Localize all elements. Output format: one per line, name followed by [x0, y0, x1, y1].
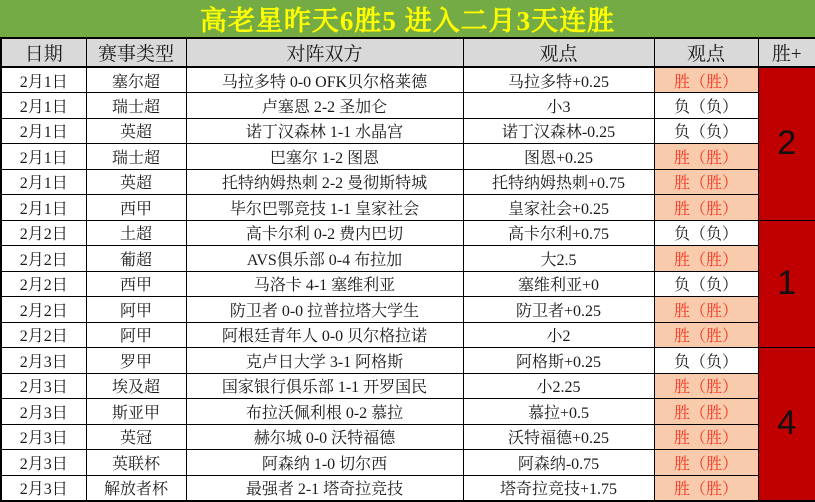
pick-cell: 托特纳姆热刺+0.75 [463, 169, 654, 195]
date-cell: 2月2日 [1, 271, 86, 297]
match-cell: 克卢日大学 3-1 阿格斯 [186, 348, 463, 374]
match-cell: 毕尔巴鄂竞技 1-1 皇家社会 [186, 195, 463, 221]
table-row [1, 246, 815, 272]
result-cell: 胜（胜） [654, 67, 758, 93]
pick-cell: 马拉多特+0.25 [463, 67, 654, 93]
league-cell: 英冠 [86, 424, 186, 450]
result-cell: 胜（胜） [654, 475, 758, 501]
match-cell: 最强者 2-1 塔奇拉竞技 [186, 475, 463, 501]
table-row [1, 67, 815, 93]
league-cell: 英超 [86, 169, 186, 195]
match-cell: 托特纳姆热刺 2-2 曼彻斯特城 [186, 169, 463, 195]
pick-cell: 小2.25 [463, 373, 654, 399]
date-cell: 2月1日 [1, 195, 86, 221]
table-row [1, 195, 815, 221]
date-cell: 2月3日 [1, 424, 86, 450]
date-cell: 2月3日 [1, 475, 86, 501]
league-cell: 罗甲 [86, 348, 186, 374]
league-cell: 解放者杯 [86, 475, 186, 501]
match-cell: 马拉多特 0-0 OFK贝尔格莱德 [186, 67, 463, 93]
pick-cell: 诺丁汉森林-0.25 [463, 118, 654, 144]
result-cell: 负（负） [654, 348, 758, 374]
match-cell: 布拉沃佩利根 0-2 慕拉 [186, 399, 463, 425]
table-row [1, 220, 815, 246]
match-cell: 诺丁汉森林 1-1 水晶宫 [186, 118, 463, 144]
table-row [1, 373, 815, 399]
pick-cell: 防卫者+0.25 [463, 297, 654, 323]
date-cell: 2月1日 [1, 144, 86, 170]
header-row [1, 38, 815, 67]
match-cell: AVS俱乐部 0-4 布拉加 [186, 246, 463, 272]
result-cell: 负（负） [654, 220, 758, 246]
match-cell: 防卫者 0-0 拉普拉塔大学生 [186, 297, 463, 323]
match-cell: 卢塞恩 2-2 圣加仑 [186, 93, 463, 119]
pick-cell: 阿格斯+0.25 [463, 348, 654, 374]
league-cell: 埃及超 [86, 373, 186, 399]
match-cell: 高卡尔利 0-2 费内巴切 [186, 220, 463, 246]
date-cell: 2月1日 [1, 93, 86, 119]
date-cell: 2月1日 [1, 169, 86, 195]
pick-cell: 小2 [463, 322, 654, 348]
result-cell: 胜（胜） [654, 169, 758, 195]
pick-cell: 塔奇拉竞技+1.75 [463, 475, 654, 501]
date-cell: 2月1日 [1, 118, 86, 144]
pick-cell: 高卡尔利+0.75 [463, 220, 654, 246]
league-cell: 英超 [86, 118, 186, 144]
table-row [1, 399, 815, 425]
result-cell: 胜（胜） [654, 424, 758, 450]
result-cell: 胜（胜） [654, 144, 758, 170]
league-cell: 葡超 [86, 246, 186, 272]
date-cell: 2月2日 [1, 297, 86, 323]
match-cell: 赫尔城 0-0 沃特福德 [186, 424, 463, 450]
header-win-plus: 胜+ [758, 38, 815, 67]
table-row [1, 450, 815, 476]
match-table-body [1, 67, 815, 501]
table-row [1, 271, 815, 297]
date-cell: 2月3日 [1, 373, 86, 399]
header-result: 观点 [654, 38, 758, 67]
match-cell: 巴塞尔 1-2 图恩 [186, 144, 463, 170]
header-pick: 观点 [463, 38, 654, 67]
pick-cell: 皇家社会+0.25 [463, 195, 654, 221]
date-cell: 2月2日 [1, 246, 86, 272]
table-row [1, 348, 815, 374]
header-date: 日期 [1, 38, 86, 67]
win-plus-cell: 1 [758, 220, 815, 348]
result-cell: 胜（胜） [654, 373, 758, 399]
table-row [1, 169, 815, 195]
result-cell: 胜（胜） [654, 450, 758, 476]
match-cell: 阿森纳 1-0 切尔西 [186, 450, 463, 476]
result-cell: 胜（胜） [654, 195, 758, 221]
win-plus-cell: 2 [758, 67, 815, 220]
result-cell: 负（负） [654, 118, 758, 144]
date-cell: 2月3日 [1, 348, 86, 374]
header-league: 赛事类型 [86, 38, 186, 67]
result-cell: 负（负） [654, 271, 758, 297]
table-row [1, 322, 815, 348]
table-row [1, 118, 815, 144]
table-row [1, 144, 815, 170]
result-cell: 胜（胜） [654, 246, 758, 272]
banner-title: 高老星昨天6胜5 进入二月3天连胜 [199, 6, 616, 36]
pick-cell: 沃特福德+0.25 [463, 424, 654, 450]
match-cell: 马洛卡 4-1 塞维利亚 [186, 271, 463, 297]
result-cell: 负（负） [654, 93, 758, 119]
league-cell: 瑞士超 [86, 93, 186, 119]
match-cell: 国家银行俱乐部 1-1 开罗国民 [186, 373, 463, 399]
table-row [1, 475, 815, 501]
date-cell: 2月1日 [1, 67, 86, 93]
table-row [1, 424, 815, 450]
date-cell: 2月2日 [1, 322, 86, 348]
match-table [0, 37, 815, 502]
header-match: 对阵双方 [186, 38, 463, 67]
pick-cell: 图恩+0.25 [463, 144, 654, 170]
league-cell: 阿甲 [86, 322, 186, 348]
table-row [1, 297, 815, 323]
result-cell: 胜（胜） [654, 297, 758, 323]
league-cell: 西甲 [86, 271, 186, 297]
pick-cell: 慕拉+0.5 [463, 399, 654, 425]
league-cell: 阿甲 [86, 297, 186, 323]
date-cell: 2月2日 [1, 220, 86, 246]
pick-cell: 塞维利亚+0 [463, 271, 654, 297]
league-cell: 瑞士超 [86, 144, 186, 170]
date-cell: 2月3日 [1, 399, 86, 425]
league-cell: 英联杯 [86, 450, 186, 476]
result-cell: 胜（胜） [654, 399, 758, 425]
league-cell: 斯亚甲 [86, 399, 186, 425]
league-cell: 土超 [86, 220, 186, 246]
result-cell: 胜（胜） [654, 322, 758, 348]
win-plus-cell: 4 [758, 348, 815, 501]
banner [0, 0, 815, 37]
match-cell: 阿根廷青年人 0-0 贝尔格拉诺 [186, 322, 463, 348]
pick-cell: 大2.5 [463, 246, 654, 272]
date-cell: 2月3日 [1, 450, 86, 476]
table-row [1, 93, 815, 119]
league-cell: 西甲 [86, 195, 186, 221]
pick-cell: 小3 [463, 93, 654, 119]
pick-cell: 阿森纳-0.75 [463, 450, 654, 476]
league-cell: 塞尔超 [86, 67, 186, 93]
